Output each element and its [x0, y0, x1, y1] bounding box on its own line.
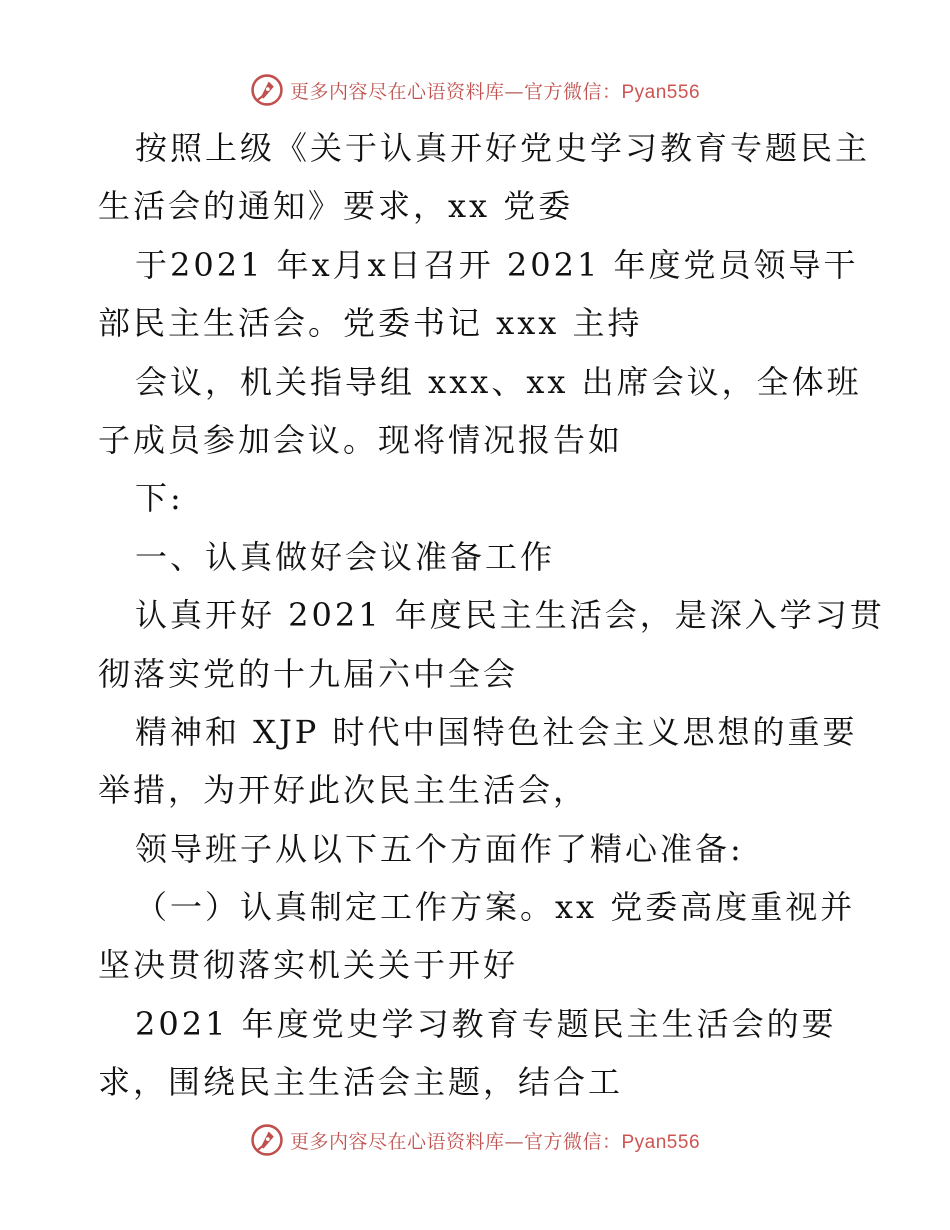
body-line: 认真开好 2021 年度民主生活会，是深入学习贯 — [135, 596, 885, 635]
body-line: 领导班子从以下五个方面作了精心准备: — [135, 829, 744, 868]
watermark-main-text: 更多内容尽在心语资料库 — [289, 80, 505, 103]
body-line: 坚决贯彻落实机关关于开好 — [98, 946, 519, 985]
watermark-group — [250, 73, 700, 107]
watermark-group — [250, 1123, 700, 1157]
body-line: 于2021 年x月x日召开 2021 年度党员领导干 — [135, 245, 859, 284]
watermark-label: 官方微信： — [523, 1130, 622, 1153]
body-line: 会议，机关指导组 xxx、xx 出席会议，全体班 — [135, 362, 862, 401]
watermark-text — [290, 77, 700, 104]
watermark-footer — [0, 1120, 950, 1160]
watermark-header — [0, 70, 950, 110]
document-body — [98, 119, 885, 1112]
body-line: 2021 年度党史学习教育专题民主生活会的要 — [135, 1004, 837, 1043]
watermark-label: 官方微信： — [523, 80, 622, 103]
body-line: 按照上级《关于认真开好党史学习教育专题民主 — [135, 129, 871, 167]
body-line: 求，围绕民主生活会主题，结合工 — [98, 1063, 624, 1102]
body-line: 部民主生活会。党委书记 xxx 主持 — [98, 304, 643, 343]
pen-nib-logo-icon — [250, 73, 284, 107]
body-line: 子成员参加会议。现将情况报告如 — [98, 420, 624, 459]
body-line: 精神和 XJP 时代中国特色社会主义思想的重要 — [135, 712, 858, 751]
pen-nib-logo-icon — [250, 1123, 284, 1157]
section-heading: 一、认真做好会议准备工作 — [135, 537, 556, 576]
body-line: 举措，为开好此次民主生活会， — [98, 771, 589, 810]
watermark-text — [290, 1127, 700, 1154]
body-line: 下: — [135, 479, 184, 518]
body-line: 生活会的通知》要求，xx 党委 — [98, 187, 574, 226]
watermark-separator: — — [504, 1130, 524, 1153]
watermark-separator: — — [504, 80, 524, 103]
watermark-account: Pyan556 — [621, 1131, 701, 1153]
subsection-line: （一）认真制定工作方案。xx 党委高度重视并 — [135, 888, 856, 927]
watermark-main-text: 更多内容尽在心语资料库 — [289, 1130, 505, 1153]
body-line: 彻落实党的十九届六中全会 — [98, 654, 519, 693]
watermark-account: Pyan556 — [621, 81, 701, 103]
